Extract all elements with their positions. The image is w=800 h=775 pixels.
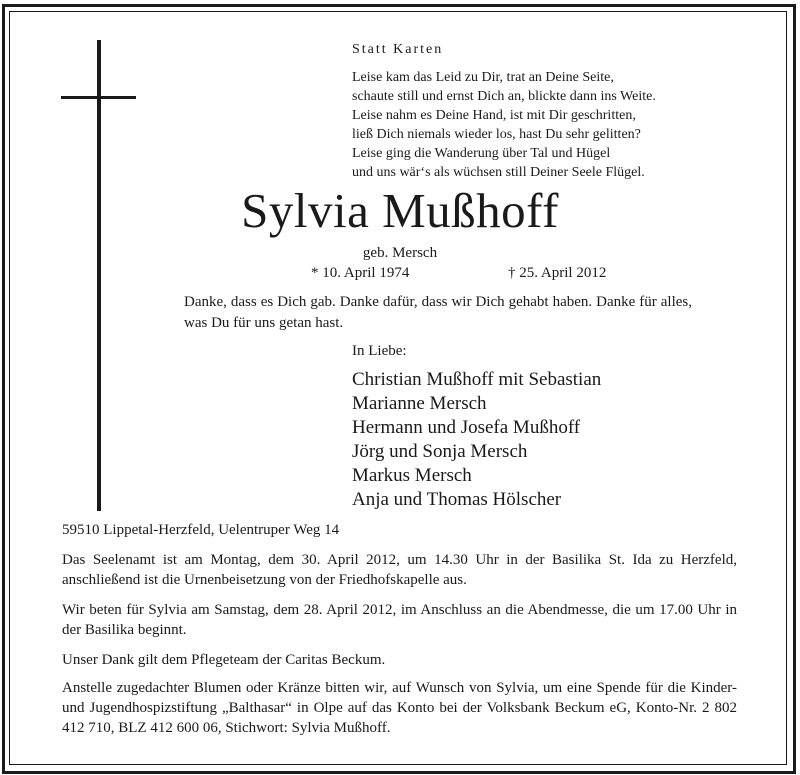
cross-icon-vertical [97,40,101,511]
deceased-name: Sylvia Mußhoff [241,183,559,238]
family-member: Jörg und Sonja Mersch [352,441,528,462]
family-member: Markus Mersch [352,465,472,486]
poem-line: ließ Dich niemals wieder los, hast Du sehr gelitten? [352,127,641,142]
poem-line: Leise ging die Wanderung über Tal und Hügel [352,146,611,161]
in-liebe-label: In Liebe: [352,343,407,359]
poem-line: Leise kam das Leid zu Dir, trat an Deine Seite, [352,70,614,85]
prayer-info-paragraph: Wir beten für Sylvia am Samstag, dem 28. April 2012, im Anschluss an die Abendmesse, die um 17.00 Uhr in der Basilika beginnt. [62,602,737,638]
donation-paragraph: Anstelle zugedachter Blumen oder Kränze bitten wir, auf Wunsch von Sylvia, um eine Spende für die Kinder- und Jugendhospizstiftung „Balthasar“ in Olpe auf das Konto bei der Volksbank Beckum eG, Konto-Nr. 2 802 412 710, BLZ 412 600 06, Stichwort: Sylvia Mußhoff. [62,680,737,736]
family-member: Marianne Mersch [352,393,487,414]
family-list [352,368,601,512]
thanks-caritas-paragraph: Unser Dank gilt dem Pflegeteam der Caritas Beckum. [62,652,386,668]
poem-line: und uns wär‘s als wüchsen still Deiner Seele Flügel. [352,165,645,180]
birth-name: geb. Mersch [362,245,438,261]
family-member: Anja und Thomas Hölscher [352,489,562,510]
poem [352,68,656,182]
birth-date: * 10. April 1974 [311,265,410,281]
funeral-info-paragraph: Das Seelenamt ist am Montag, dem 30. April 2012, um 14.30 Uhr in der Basilika St. Ida zu Herzfeld, anschließend ist die Urnenbeisetzung von der Friedhofskapelle aus. [62,552,737,588]
family-member: Christian Mußhoff mit Sebastian [352,369,602,390]
poem-line: schaute still und ernst Dich an, blickte dann ins Weite. [352,89,656,104]
cross-icon-horizontal [61,96,136,99]
family-member: Hermann und Josefa Mußhoff [352,417,581,438]
poem-line: Leise nahm es Deine Hand, ist mit Dir geschritten, [352,108,636,123]
thanks-text: Danke, dass es Dich gab. Danke dafür, dass wir Dich gehabt haben. Danke für alles, was Du für uns getan hast. [184,294,692,331]
statt-karten: Statt Karten [352,42,444,57]
address: 59510 Lippetal-Herzfeld, Uelentruper Weg 14 [62,522,340,538]
death-date: † 25. April 2012 [508,265,607,281]
